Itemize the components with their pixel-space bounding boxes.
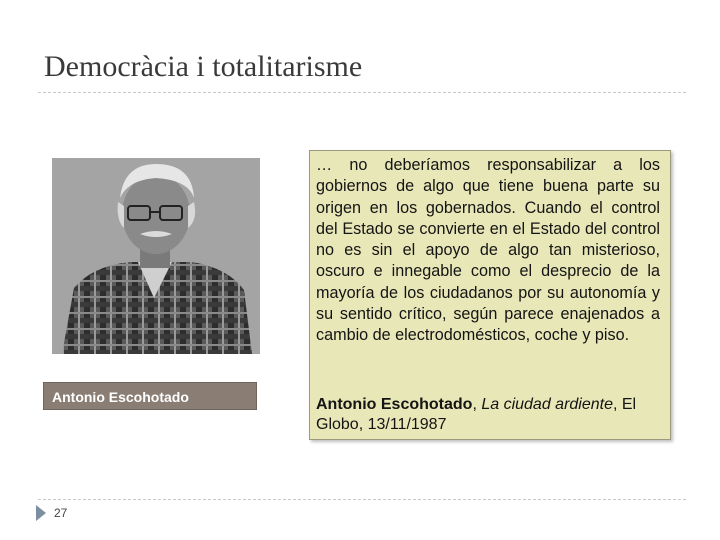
citation-separator: , xyxy=(472,396,482,413)
quote-citation xyxy=(316,395,660,435)
citation-source: , El Globo, 13/11/1987 xyxy=(316,396,637,433)
photo-caption: Antonio Escohotado xyxy=(43,382,257,410)
footer-divider xyxy=(38,499,686,500)
citation-work: La ciudad ardiente xyxy=(481,396,613,413)
citation-author: Antonio Escohotado xyxy=(316,396,473,413)
portrait-illustration xyxy=(52,158,260,354)
quote-text: … no deberíamos responsabilizar a los gobiernos de algo que tiene buena parte su origen en los gobernados. Cuando el control del Estado se convierte en el Estado del control no es sin el apoyo de algo tan misterioso, oscuro e innegable como el desprecio de la mayoría de los ciudadanos por su autonomía y su sentido crítico, según parece enajenados a cambio de electrodomésticos, coche y piso. xyxy=(316,156,660,345)
quote-box xyxy=(309,150,671,440)
bullet-arrow-icon xyxy=(36,505,46,521)
page-number: 27 xyxy=(54,506,68,520)
slide-title: Democràcia i totalitarisme xyxy=(44,50,363,83)
title-divider xyxy=(38,92,686,93)
portrait-photo xyxy=(52,158,260,354)
